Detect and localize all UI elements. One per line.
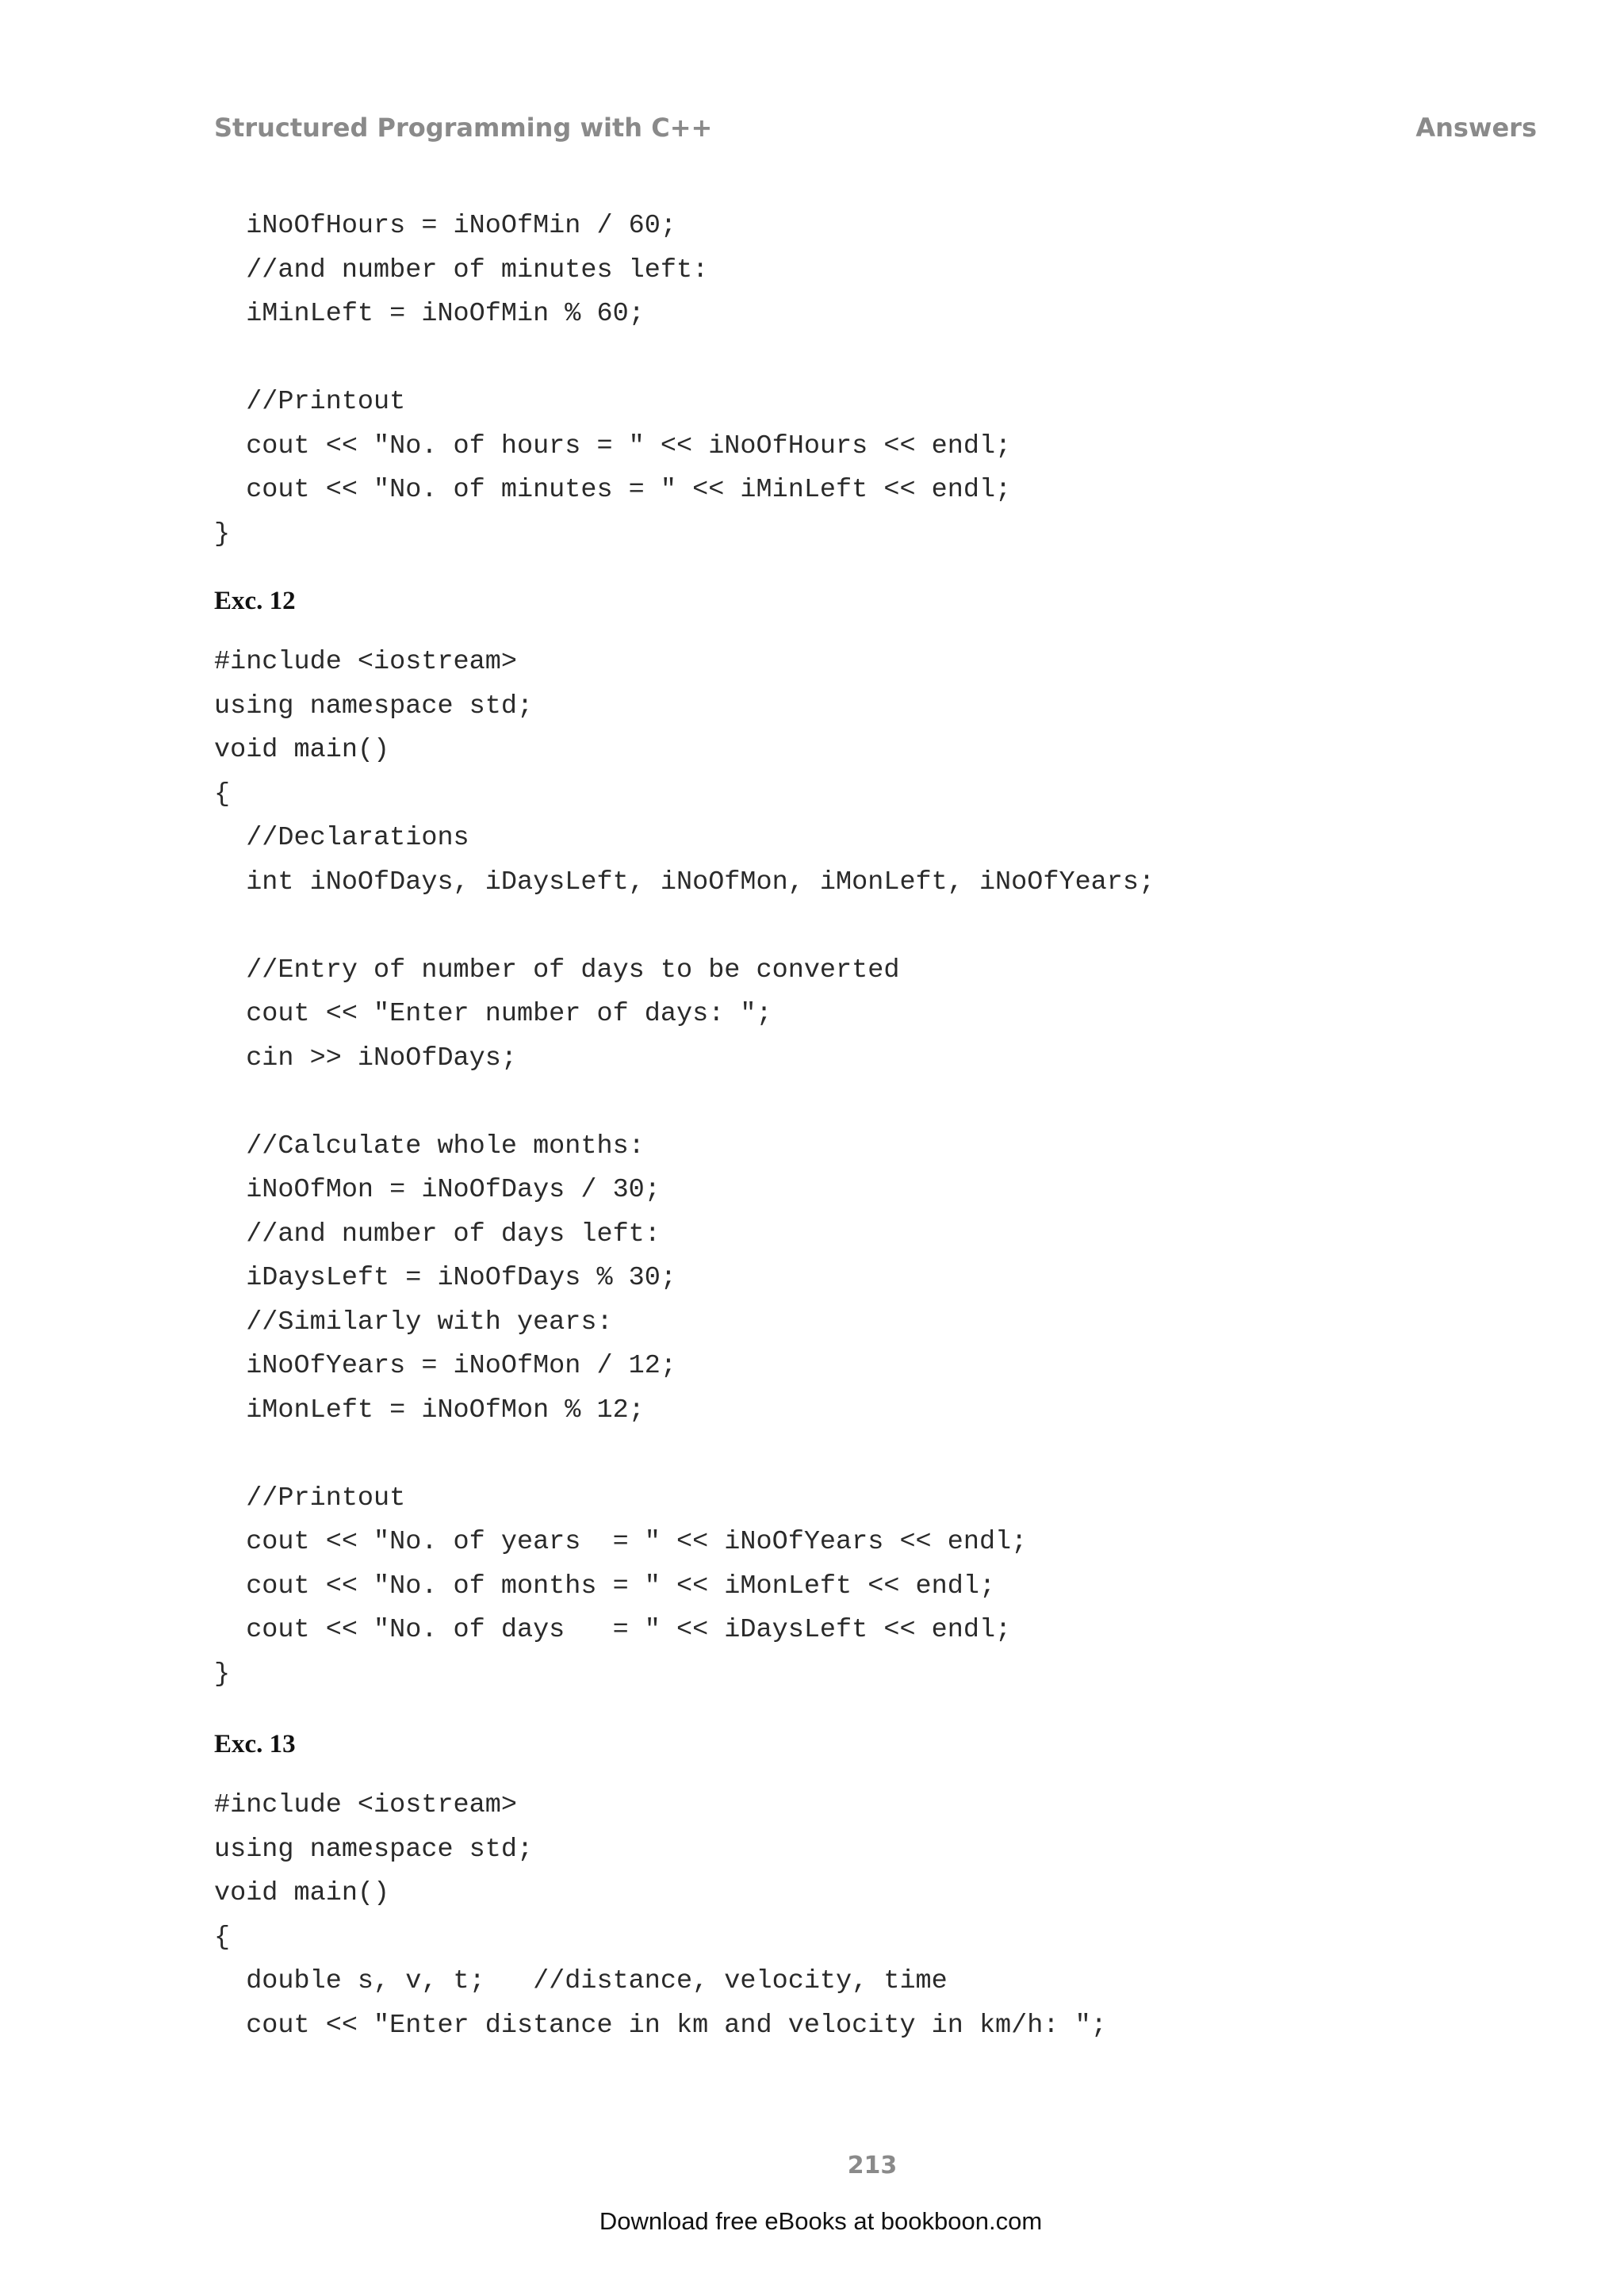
code-line: cin >> iNoOfDays; [214,1043,517,1073]
exercise-heading-13: Exc. 13 [214,1730,296,1758]
code-line: cout << "Enter distance in km and velocity in km/h: "; [214,2010,1107,2041]
code-line: iNoOfHours = iNoOfMin / 60; [214,211,676,241]
running-header-title: Structured Programming with C++ [214,113,713,143]
code-block-exc-13 [214,1784,1107,2048]
code-line: iNoOfMon = iNoOfDays / 30; [214,1175,661,1205]
code-line: //Printout [214,387,406,417]
code-line: { [214,779,231,809]
code-line: //and number of minutes left: [214,254,709,285]
code-line [214,905,1155,949]
code-line: //Calculate whole months: [214,1131,645,1161]
code-line: using namespace std; [214,691,534,721]
code-line: cout << "No. of days = " << iDaysLeft << endl; [214,1615,1012,1645]
code-line: void main() [214,1878,390,1908]
code-line: //Similarly with years: [214,1307,613,1337]
code-block-exc-11-continued [214,205,1011,557]
code-line [214,337,1011,381]
code-line: #include <iostream> [214,1790,517,1820]
code-line: using namespace std; [214,1834,534,1865]
exercise-heading-12: Exc. 12 [214,587,296,615]
code-line: iDaysLeft = iNoOfDays % 30; [214,1263,676,1293]
code-line: cout << "No. of hours = " << iNoOfHours << endl; [214,430,1012,461]
code-line: iMonLeft = iNoOfMon % 12; [214,1395,645,1425]
code-line: void main() [214,735,390,765]
page-number: 213 [847,2152,898,2179]
code-line: cout << "No. of years = " << iNoOfYears << endl; [214,1527,1028,1557]
code-line: //Declarations [214,823,469,853]
download-link[interactable]: Download free eBooks at bookboon.com [599,2207,1043,2235]
running-header-section: Answers [1415,113,1537,143]
code-line: } [214,1659,231,1689]
code-line: //Entry of number of days to be converted [214,955,900,985]
code-line [214,1433,1155,1477]
code-line: cout << "No. of months = " << iMonLeft << endl; [214,1571,996,1601]
code-line: //and number of days left: [214,1219,661,1249]
code-line: double s, v, t; //distance, velocity, time [214,1966,948,1996]
code-line: iNoOfYears = iNoOfMon / 12; [214,1351,676,1381]
code-block-exc-12 [214,641,1155,1697]
code-line: //Printout [214,1483,406,1513]
code-line: } [214,519,231,549]
code-line: #include <iostream> [214,647,517,677]
code-line: iMinLeft = iNoOfMin % 60; [214,299,645,329]
code-line: cout << "Enter number of days: "; [214,999,772,1029]
code-line: { [214,1922,231,1953]
code-line [214,1081,1155,1125]
code-line: cout << "No. of minutes = " << iMinLeft << endl; [214,475,1012,505]
code-line: int iNoOfDays, iDaysLeft, iNoOfMon, iMonLeft, iNoOfYears; [214,867,1155,897]
